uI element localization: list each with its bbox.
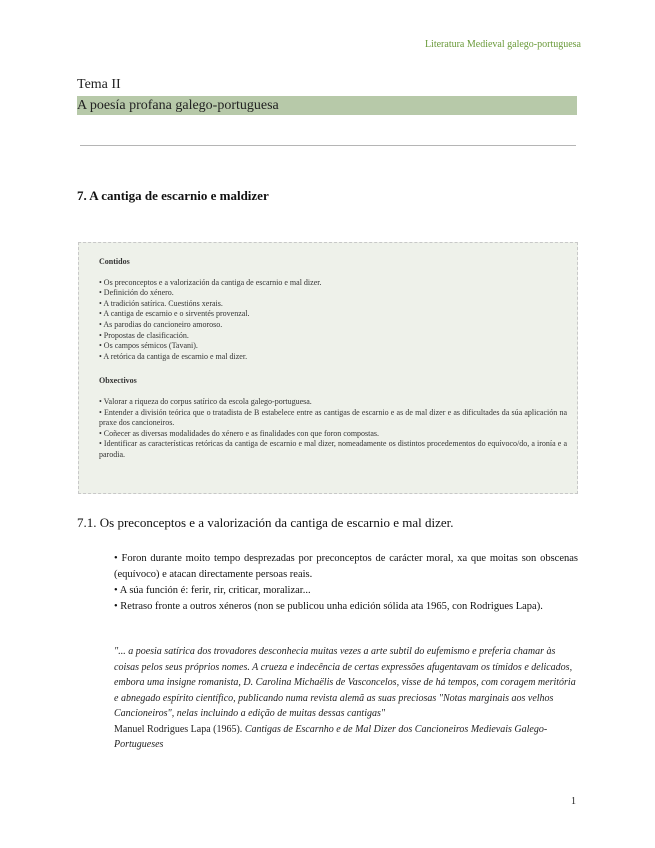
list-item: • A retórica da cantiga de escarnio e mal dizer. bbox=[99, 351, 248, 361]
obxectivos-list bbox=[99, 397, 567, 461]
contidos-heading: Contidos bbox=[99, 257, 130, 266]
list-item: • Definición do xénero. bbox=[99, 288, 174, 298]
bullet-list bbox=[114, 551, 578, 615]
list-item: • Os campos sémicos (Tavani). bbox=[99, 341, 198, 351]
list-item: • Propostas de clasificación. bbox=[99, 330, 189, 340]
list-item: • A tradición satírica. Cuestións xerais. bbox=[99, 298, 223, 308]
list-item: • Valorar a riqueza do corpus satírico da escola galego-portuguesa. bbox=[99, 396, 312, 406]
page-title: A poesía profana galego-portuguesa bbox=[77, 96, 577, 115]
citation-author: Manuel Rodrigues Lapa (1965). bbox=[114, 723, 245, 735]
list-item: • As parodias do cancioneiro amoroso. bbox=[99, 319, 223, 329]
quote-block bbox=[114, 644, 578, 753]
list-item: • Entender a división teórica que o tratadista de B estabelece entre as cantigas de escarnio e as de mal dizer e as dificultades da súa aplicación na praxe dos cancioneiros. bbox=[99, 407, 567, 428]
divider bbox=[80, 145, 576, 146]
list-item: • Coñecer as diversas modalidades do xénero e as finalidades con que foron compostas. bbox=[99, 428, 380, 438]
contidos-list bbox=[99, 278, 567, 363]
bullet-item: • A súa función é: ferir, rir, criticar, moralizar... bbox=[114, 585, 311, 596]
tema-label: Tema II bbox=[77, 77, 121, 92]
running-header: Literatura Medieval galego-portuguesa bbox=[424, 39, 581, 50]
citation-book: Cantigas de Escarnho e de Mal Dizer dos Cancioneiros Medievais Galego-Portugueses bbox=[114, 723, 548, 750]
subsection-title: 7.1. Os preconceptos e a valorización da cantiga de escarnio e mal dizer. bbox=[77, 515, 454, 530]
list-item: • A cantiga de escarnio e o sirventés provenzal. bbox=[99, 309, 250, 319]
page-number: 1 bbox=[571, 796, 576, 807]
bullet-item: • Retraso fronte a outros xéneros (non se publicou unha edición sólida ata 1965, con Rodrigues Lapa). bbox=[114, 601, 543, 612]
obxectivos-heading: Obxectivos bbox=[99, 376, 137, 386]
list-item: • Identificar as características retóricas da cantiga de escarnio e mal dizer, nomeadamente os distintos procedementos do equívoco/do, a ironía e a parodia. bbox=[99, 439, 567, 459]
section-title: 7. A cantiga de escarnio e maldizer bbox=[77, 188, 269, 203]
contents-box bbox=[78, 242, 578, 494]
bullet-item: • Foron durante moito tempo desprezadas por preconceptos de carácter moral, xa que moitas son obscenas (equívoco) e atacan directamente persoas reais. bbox=[114, 553, 578, 580]
quote-text: "... a poesia satírica dos trovadores desconhecia muitas vezes a arte subtil do eufemismo e preferia chamar às coisas pelos seus próprios nomes. A crueza e indecência de certas expressões afugentavam os tímidos e delicados, embora uma insigne romanista, D. Carolina Michaëlis de Vasconcelos, visse de há tempos, com coragem meritória e abnegado espírito científico, publicando numa revista alemã as suas preciosas "Notas marginais aos velhos Cancioneiros", nelas incluindo a edição de muitas dessas cantigas" bbox=[114, 646, 576, 719]
list-item: • Os preconceptos e a valorización da cantiga de escarnio e mal dizer. bbox=[99, 277, 322, 287]
quote-citation bbox=[114, 722, 578, 753]
